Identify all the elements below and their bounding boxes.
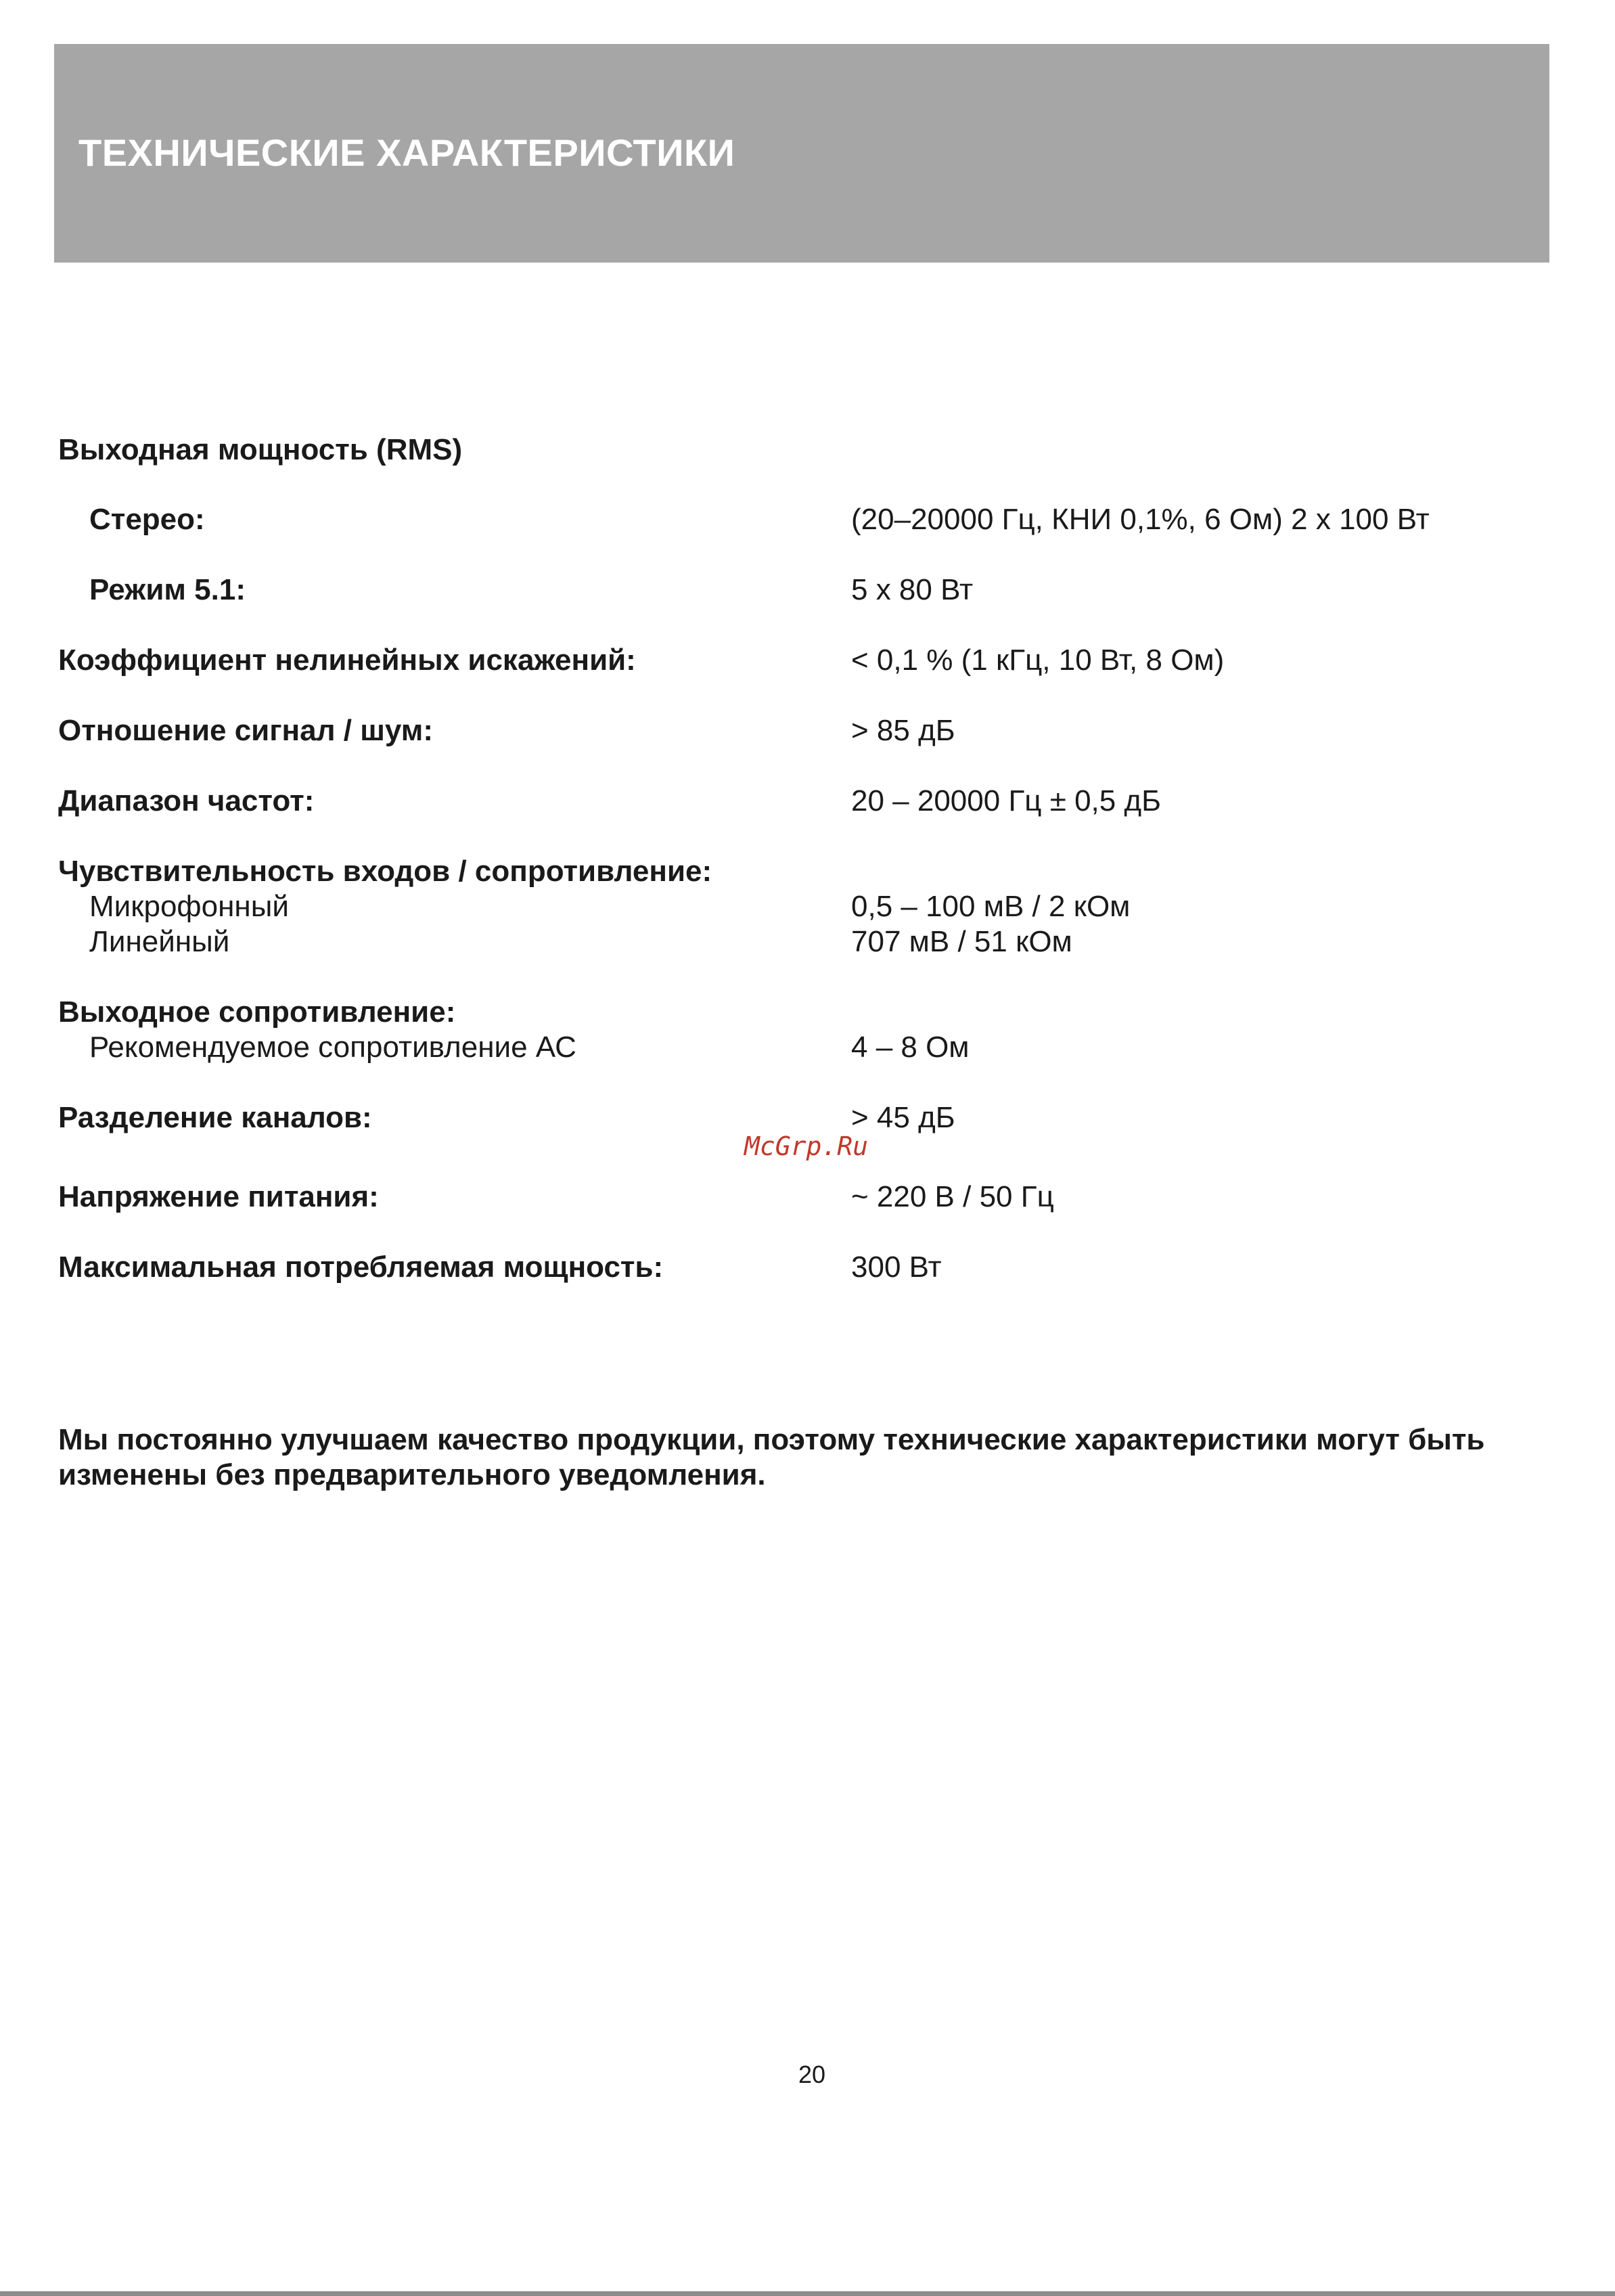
spec-row-thd — [0, 640, 1615, 681]
spec-value: 4 – 8 Ом — [851, 1031, 970, 1064]
spec-label: Коэффициент нелинейных искажений: — [58, 644, 636, 677]
spec-row-max-power — [0, 1247, 1615, 1288]
spec-label: Выходная мощность (RMS) — [58, 433, 463, 466]
header-band — [54, 44, 1549, 263]
spec-value: > 85 дБ — [851, 714, 955, 747]
spec-row-freq-range — [0, 781, 1615, 821]
spec-value: (20–20000 Гц, КНИ 0,1%, 6 Ом) 2 х 100 Вт — [851, 503, 1430, 536]
watermark: McGrp.Ru — [744, 1131, 869, 1161]
spec-value: < 0,1 % (1 кГц, 10 Вт, 8 Ом) — [851, 644, 1225, 677]
spec-label: Напряжение питания: — [58, 1180, 379, 1213]
spec-label: Разделение каналов: — [58, 1101, 372, 1134]
spec-row-stereo — [0, 499, 1615, 540]
spec-row-output-impedance — [0, 992, 1615, 1033]
spec-label: Стерео: — [89, 503, 205, 536]
spec-row-mic — [0, 886, 1615, 927]
spec-label: Отношение сигнал / шум: — [58, 714, 433, 747]
spec-label: Микрофонный — [89, 890, 289, 923]
spec-label: Максимальная потребляемая мощность: — [58, 1251, 664, 1284]
spec-label: Режим 5.1: — [89, 573, 246, 606]
spec-label: Чувствительность входов / сопротивление: — [58, 855, 712, 888]
disclaimer-line: изменены без предварительного уведомления. — [58, 1458, 766, 1491]
spec-value: 20 – 20000 Гц ± 0,5 дБ — [851, 784, 1162, 817]
spec-row-snr — [0, 711, 1615, 751]
spec-row-sensitivity — [0, 851, 1615, 892]
spec-value: 5 х 80 Вт — [851, 573, 974, 606]
page-title: ТЕХНИЧЕСКИЕ ХАРАКТЕРИСТИКИ — [78, 131, 735, 174]
spec-value: 0,5 – 100 мВ / 2 кОм — [851, 890, 1131, 923]
spec-row-mode-51 — [0, 570, 1615, 610]
disclaimer-line: Мы постоянно улучшаем качество продукции, поэтому технические характеристики могут быть — [58, 1423, 1485, 1456]
spec-label: Линейный — [89, 925, 230, 958]
bottom-rule — [0, 2291, 1615, 2296]
spec-value: > 45 дБ — [851, 1101, 955, 1134]
spec-label: Выходное сопротивление: — [58, 995, 456, 1029]
spec-value: ~ 220 В / 50 Гц — [851, 1180, 1054, 1213]
spec-row-line — [0, 922, 1615, 962]
spec-value: 707 мВ / 51 кОм — [851, 925, 1072, 958]
spec-row-output-power — [0, 430, 1615, 470]
spec-row-recommended — [0, 1027, 1615, 1068]
page-number: 20 — [798, 2061, 826, 2088]
spec-row-power-supply — [0, 1177, 1615, 1217]
spec-value: 300 Вт — [851, 1251, 942, 1284]
spec-label: Рекомендуемое сопротивление АС — [89, 1031, 576, 1064]
spec-label: Диапазон частот: — [58, 784, 315, 817]
disclaimer-note — [58, 1422, 1553, 1493]
